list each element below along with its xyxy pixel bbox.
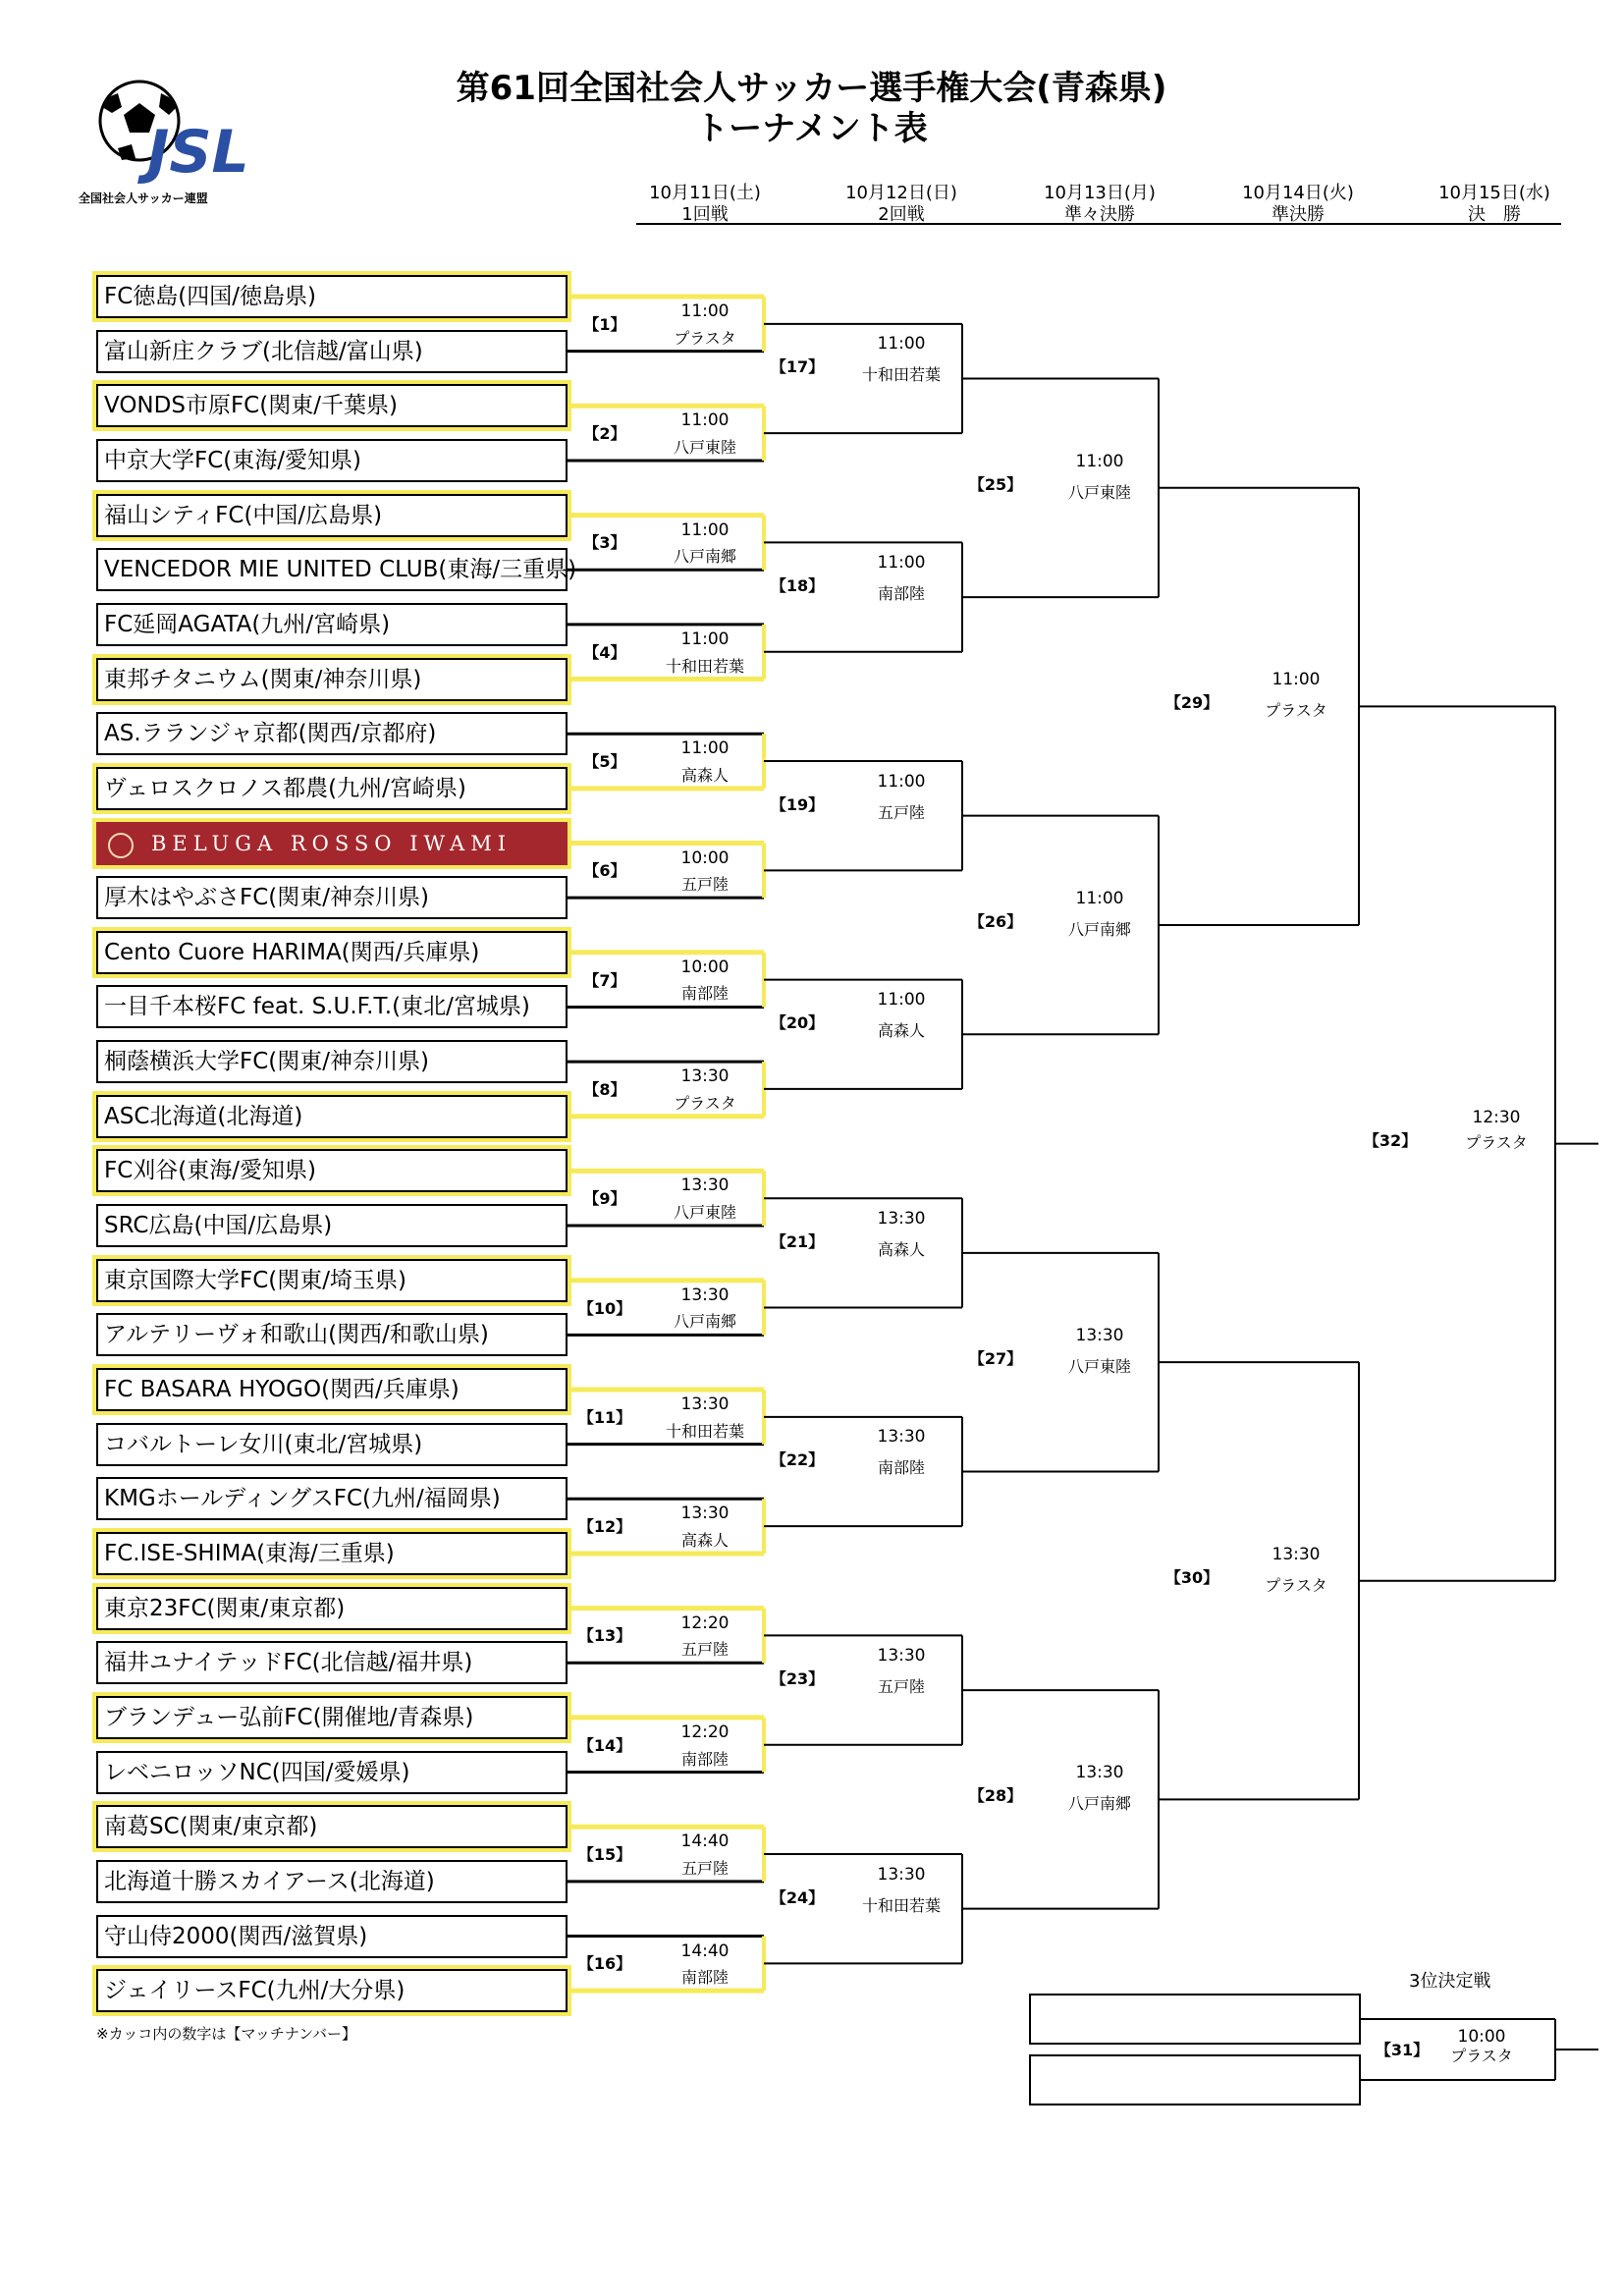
match-time: 10:00 — [680, 847, 730, 868]
team-name: VENCEDOR MIE UNITED CLUB(東海/三重県) — [104, 557, 577, 583]
team-name: ヴェロスクロノス都農(九州/宮崎県) — [104, 775, 466, 801]
team-logo-banner — [96, 822, 568, 865]
match-number: 【19】 — [770, 794, 825, 814]
match-number: 【10】 — [577, 1298, 632, 1318]
team-name: KMGホールディングスFC(九州/福岡県) — [104, 1486, 501, 1512]
team-name: 一目千本桜FC feat. S.U.F.T.(東北/宮城県) — [104, 994, 530, 1020]
match-time: 11:00 — [680, 629, 730, 649]
team-box — [96, 658, 568, 701]
team-name: Cento Cuore HARIMA(関西/兵庫県) — [104, 939, 480, 965]
match-number: 【18】 — [770, 576, 825, 596]
third-place-venue: プラスタ — [1450, 2047, 1513, 2065]
match-venue: プラスタ — [1265, 1575, 1327, 1595]
round-name: 2回戦 — [878, 204, 925, 225]
match-time: 13:30 — [877, 1646, 926, 1667]
team-name: 守山侍2000(関西/滋賀県) — [104, 1923, 368, 1949]
match-number: 【11】 — [577, 1407, 632, 1427]
team-box — [96, 1587, 568, 1630]
match-time: 13:30 — [680, 1285, 730, 1305]
match-number: 【20】 — [770, 1013, 825, 1033]
match-venue: 五戸陸 — [680, 875, 729, 895]
team-name: 桐蔭横浜大学FC(関東/神奈川県) — [104, 1049, 429, 1075]
match-time: 13:30 — [1075, 1326, 1124, 1346]
match-time: 11:00 — [877, 990, 926, 1011]
match-venue: 八戸南郷 — [1067, 919, 1131, 939]
team-name: 北海道十勝スカイアース(北海道) — [104, 1868, 435, 1894]
team-box — [96, 1095, 568, 1138]
match-venue: 十和田若葉 — [861, 1895, 941, 1915]
team-box — [96, 439, 568, 482]
team-box — [96, 1915, 568, 1958]
team-box — [96, 1259, 568, 1302]
match-time: 12:20 — [680, 1722, 730, 1742]
match-venue: プラスタ — [674, 328, 736, 348]
match-number: 【29】 — [1164, 693, 1219, 713]
match-number: 【23】 — [770, 1669, 825, 1689]
round-date: 10月13日(月) — [1044, 183, 1156, 203]
match-venue: 八戸東陸 — [1067, 1357, 1131, 1377]
match-time: 11:00 — [680, 301, 730, 321]
team-name: アルテリーヴォ和歌山(関西/和歌山県) — [104, 1322, 489, 1348]
match-venue: 南部陸 — [680, 1968, 729, 1988]
match-time: 13:30 — [877, 1208, 926, 1229]
match-venue: 五戸陸 — [680, 1858, 729, 1878]
team-name: 南葛SC(関東/東京都) — [104, 1814, 318, 1840]
match-venue: 十和田若葉 — [861, 365, 941, 385]
third-place-title: 3位決定戦 — [1409, 1971, 1491, 1992]
match-time: 12:20 — [680, 1613, 730, 1633]
match-number: 【6】 — [583, 861, 626, 881]
team-name: レベニロッソNC(四国/愛媛県) — [104, 1759, 410, 1785]
match-venue: プラスタ — [1465, 1132, 1528, 1152]
team-name: ジェイリースFC(九州/大分県) — [104, 1978, 406, 2004]
team-box — [96, 1040, 568, 1083]
round-date: 10月15日(水) — [1438, 183, 1550, 203]
match-time: 13:30 — [680, 1503, 730, 1524]
round-date: 10月11日(土) — [649, 183, 761, 203]
team-box — [96, 1641, 568, 1684]
match-time: 14:40 — [680, 1831, 730, 1852]
match-venue: 高森人 — [680, 1530, 729, 1550]
team-box — [96, 712, 568, 755]
team-box — [96, 603, 568, 646]
team-name: 東京23FC(関東/東京都) — [104, 1595, 346, 1621]
match-number: 【13】 — [577, 1626, 632, 1646]
match-time: 11:00 — [877, 334, 926, 355]
match-number: 【4】 — [583, 642, 626, 662]
match-time: 12:30 — [1472, 1107, 1521, 1127]
match-number: 【2】 — [583, 424, 626, 444]
match-time: 13:30 — [1075, 1763, 1124, 1783]
match-number: 【1】 — [583, 314, 626, 334]
match-time: 14:40 — [680, 1941, 730, 1961]
match-number: 【28】 — [968, 1786, 1023, 1806]
match-time: 11:00 — [680, 738, 730, 759]
team-name: 東邦チタニウム(関東/神奈川県) — [104, 666, 422, 692]
team-box — [96, 494, 568, 537]
team-box — [96, 1696, 568, 1739]
match-venue: 八戸東陸 — [1067, 482, 1131, 502]
team-box — [96, 330, 568, 373]
match-venue: 南部陸 — [877, 1458, 925, 1478]
round-date: 10月12日(日) — [845, 183, 957, 203]
match-number: 【15】 — [577, 1845, 632, 1865]
match-venue: 南部陸 — [680, 1749, 729, 1769]
team-name: 厚木はやぶさFC(関東/神奈川県) — [104, 885, 429, 911]
team-box — [96, 1204, 568, 1247]
page-title: 第61回全国社会人サッカー選手権大会(青森県) — [456, 69, 1167, 108]
match-time: 10:00 — [680, 957, 730, 977]
team-name: 中京大学FC(東海/愛知県) — [104, 447, 361, 473]
team-name: 福井ユナイテッドFC(北信越/福井県) — [104, 1650, 473, 1676]
match-number: 【12】 — [577, 1517, 632, 1537]
logo-letters: JSL — [147, 118, 249, 187]
match-number: 【3】 — [583, 533, 626, 553]
match-venue: 八戸南郷 — [673, 547, 736, 567]
match-number: 【27】 — [968, 1349, 1023, 1369]
match-number: 【26】 — [968, 911, 1023, 931]
round-name: 1回戦 — [681, 204, 729, 225]
team-name: SRC広島(中国/広島県) — [104, 1213, 333, 1239]
match-venue: プラスタ — [1265, 701, 1327, 721]
match-number: 【7】 — [583, 970, 626, 990]
match-time: 13:30 — [680, 1394, 730, 1414]
match-number: 【5】 — [583, 752, 626, 772]
team-box — [96, 1751, 568, 1794]
match-time: 11:00 — [680, 410, 730, 431]
match-number: 【16】 — [577, 1954, 632, 1974]
match-number: 【24】 — [770, 1887, 825, 1907]
team-box — [96, 876, 568, 919]
match-number: 【17】 — [770, 357, 825, 377]
match-number: 【32】 — [1363, 1130, 1418, 1150]
match-time: 11:00 — [680, 519, 730, 540]
match-number-note: ※カッコ内の数字は【マッチナンバー】 — [96, 2025, 357, 2043]
match-venue: 五戸陸 — [877, 1677, 925, 1697]
match-time: 13:30 — [877, 1427, 926, 1448]
team-box — [96, 548, 577, 591]
match-venue: 高森人 — [877, 1021, 925, 1041]
match-venue: 高森人 — [877, 1239, 925, 1259]
team-box — [96, 1532, 568, 1575]
match-time: 13:30 — [1271, 1544, 1321, 1564]
match-venue: 八戸東陸 — [673, 437, 736, 457]
match-time: 11:00 — [1271, 670, 1321, 690]
third-place-slot-2 — [1029, 2054, 1361, 2105]
match-time: 11:00 — [1075, 888, 1124, 908]
match-number: 【22】 — [770, 1450, 825, 1470]
match-time: 11:00 — [877, 771, 926, 792]
team-name: VONDS市原FC(関東/千葉県) — [104, 393, 398, 419]
team-name: ブランデュー弘前FC(開催地/青森県) — [104, 1704, 474, 1730]
team-name: FC延岡AGATA(九州/宮崎県) — [104, 611, 391, 637]
round-name: 決 勝 — [1468, 204, 1521, 225]
team-name: ASC北海道(北海道) — [104, 1103, 303, 1129]
team-box — [96, 1368, 568, 1411]
team-name: BELUGA ROSSO IWAMI — [151, 831, 512, 855]
match-number: 【9】 — [583, 1189, 626, 1209]
team-name: FC BASARA HYOGO(関西/兵庫県) — [104, 1377, 460, 1402]
match-time: 13:30 — [877, 1864, 926, 1885]
round-date: 10月14日(火) — [1242, 183, 1354, 203]
logo-caption: 全国社会人サッカー連盟 — [79, 191, 208, 205]
match-number: 【8】 — [583, 1079, 626, 1099]
team-box — [96, 1860, 568, 1903]
team-box — [96, 384, 568, 427]
team-box — [96, 1477, 568, 1520]
team-name: FC刈谷(東海/愛知県) — [104, 1158, 316, 1184]
team-name: FC徳島(四国/徳島県) — [104, 284, 316, 309]
team-name: 富山新庄クラブ(北信越/富山県) — [104, 338, 423, 364]
team-name: 福山シティFC(中国/広島県) — [104, 502, 383, 528]
team-name: AS.ラランジャ京都(関西/京都府) — [104, 721, 437, 747]
team-box — [96, 985, 568, 1028]
team-name: 東京国際大学FC(関東/埼玉県) — [104, 1267, 406, 1293]
match-venue: プラスタ — [674, 1093, 736, 1113]
match-number: 【25】 — [968, 474, 1023, 494]
team-box — [96, 1313, 568, 1356]
round-name: 準々決勝 — [1064, 204, 1135, 225]
match-venue: 高森人 — [680, 765, 729, 785]
team-name: FC.ISE-SHIMA(東海/三重県) — [104, 1540, 395, 1566]
match-time: 11:00 — [1075, 451, 1124, 471]
third-place-slot-1 — [1029, 1994, 1361, 2045]
match-number: 【30】 — [1164, 1567, 1219, 1587]
match-venue: 南部陸 — [877, 584, 925, 604]
team-box — [96, 1969, 568, 2012]
match-venue: 八戸南郷 — [673, 1312, 736, 1332]
match-number: 【21】 — [770, 1231, 825, 1251]
match-number: 【14】 — [577, 1735, 632, 1755]
match-time: 13:30 — [680, 1066, 730, 1087]
team-box — [96, 931, 568, 974]
match-venue: 八戸南郷 — [1067, 1794, 1131, 1814]
match-venue: 五戸陸 — [877, 802, 925, 822]
match-venue: 五戸陸 — [680, 1640, 729, 1660]
round-name: 準決勝 — [1271, 204, 1325, 225]
match-venue: 南部陸 — [680, 984, 729, 1004]
team-box — [96, 1149, 568, 1192]
team-box — [96, 275, 568, 318]
match-venue: 十和田若葉 — [665, 1421, 744, 1441]
match-time: 13:30 — [680, 1175, 730, 1196]
page-subtitle: トーナメント表 — [695, 109, 928, 148]
third-place-time: 10:00 — [1457, 2027, 1506, 2047]
team-box — [96, 1805, 568, 1848]
team-box — [96, 767, 568, 810]
team-box — [96, 1423, 568, 1466]
match-venue: 八戸東陸 — [673, 1203, 736, 1223]
match-venue: 十和田若葉 — [665, 656, 744, 676]
third-place-match-number: 【31】 — [1375, 2041, 1430, 2059]
club-emblem-icon — [108, 833, 134, 858]
team-name: コバルトーレ女川(東北/宮城県) — [104, 1431, 423, 1457]
match-time: 11:00 — [877, 553, 926, 574]
